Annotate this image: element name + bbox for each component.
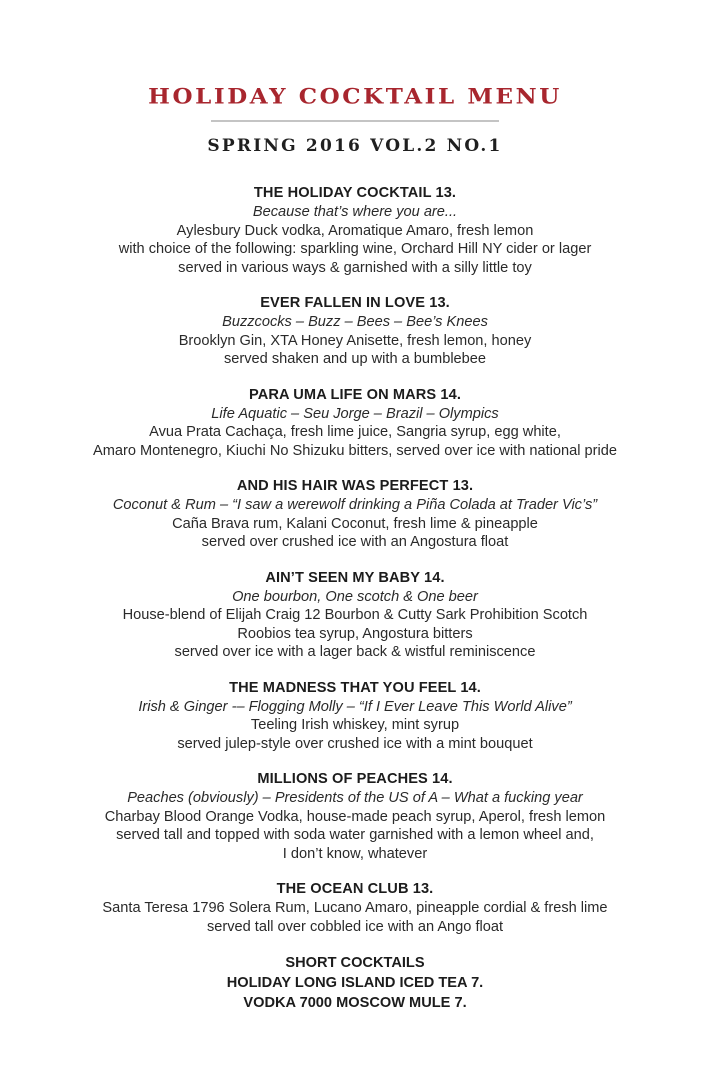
cocktail-tagline: Life Aquatic – Seu Jorge – Brazil – Olympics (211, 405, 499, 422)
cocktail-description-line: with choice of the following: sparkling wine, Orchard Hill NY cider or lager (118, 241, 592, 257)
cocktail-tagline: One bourbon, One scotch & One beer (232, 588, 478, 605)
cocktail-item (0, 477, 710, 552)
cocktail-description-line: I don’t know, whatever (282, 845, 428, 862)
cocktail-tagline: Buzzcocks – Buzz – Bees – Bee’s Knees (222, 314, 488, 330)
cocktail-description-line: Avua Prata Cachaça, fresh lime juice, Sangria syrup, egg white, (149, 424, 561, 440)
menu-subtitle: SPRING 2016 VOL.2 NO.1 (207, 136, 503, 156)
short-cocktail-item: VODKA 7000 MOSCOW MULE 7. (243, 995, 467, 1011)
cocktail-description-line: Brooklyn Gin, XTA Honey Anisette, fresh lemon, honey (178, 332, 532, 349)
cocktail-tagline: Peaches (obviously) – Presidents of the US of A – What a fucking year (127, 790, 583, 806)
short-cocktails-heading: SHORT COCKTAILS (285, 955, 425, 971)
cocktail-description-line: Teeling Irish whiskey, mint syrup (250, 717, 460, 733)
cocktail-description-line: Roobios tea syrup, Angostura bitters (237, 625, 473, 642)
cocktail-tagline: Irish & Ginger -– Flogging Molly – “If I Ever Leave This World Alive” (138, 698, 572, 715)
cocktail-tagline: Coconut & Rum – “I saw a werewolf drinking a Piña Colada at Trader Vic’s” (112, 497, 598, 513)
cocktail-description-line: served shaken and up with a bumblebee (223, 351, 487, 367)
short-cocktail-item: HOLIDAY LONG ISLAND ICED TEA 7. (226, 975, 484, 991)
cocktail-description-line: Aylesbury Duck vodka, Aromatique Amaro, fresh lemon (176, 222, 534, 239)
cocktail-description-line: served julep-style over crushed ice with a mint bouquet (177, 735, 533, 752)
short-cocktails-section (0, 953, 710, 1013)
cocktail-name: EVER FALLEN IN LOVE 13. (260, 295, 450, 311)
cocktail-name: PARA UMA LIFE ON MARS 14. (249, 386, 461, 403)
cocktail-description-line: Caña Brava rum, Kalani Coconut, fresh lime & pineapple (172, 515, 538, 532)
cocktail-name: AND HIS HAIR WAS PERFECT 13. (236, 478, 474, 494)
cocktail-item (0, 386, 710, 461)
cocktail-item (0, 770, 710, 863)
cocktail-description-line: served over ice with a lager back & wistful reminiscence (174, 644, 536, 660)
cocktail-description-line: House-blend of Elijah Craig 12 Bourbon & Cutty Sark Prohibition Scotch (122, 607, 588, 623)
cocktail-name: AIN’T SEEN MY BABY 14. (265, 569, 445, 586)
cocktail-description-line: served in various ways & garnished with a silly little toy (178, 259, 532, 276)
cocktail-item (0, 679, 710, 754)
cocktail-tagline: Because that’s where you are... (252, 204, 458, 220)
cocktail-description-line: served over crushed ice with an Angostura float (201, 534, 509, 550)
cocktail-name: MILLIONS OF PEACHES 14. (257, 771, 453, 787)
cocktail-description-line: served tall and topped with soda water garnished with a lemon wheel and, (116, 827, 594, 843)
menu-title: HOLIDAY COCKTAIL MENU (148, 84, 562, 109)
cocktail-name: THE MADNESS THAT YOU FEEL 14. (229, 679, 481, 696)
cocktail-description-line: Santa Teresa 1796 Solera Rum, Lucano Amaro, pineapple cordial & fresh lime (102, 900, 608, 916)
cocktail-item (0, 569, 710, 662)
cocktail-name: THE HOLIDAY COCKTAIL 13. (253, 185, 457, 201)
cocktail-item (0, 880, 710, 936)
title-divider (211, 120, 499, 122)
cocktail-description-line: served tall over cobbled ice with an Ango float (206, 918, 504, 935)
cocktail-description-line: Charbay Blood Orange Vodka, house-made peach syrup, Aperol, fresh lemon (104, 808, 606, 825)
cocktail-name: THE OCEAN CLUB 13. (276, 881, 434, 897)
cocktail-list (0, 184, 710, 1013)
cocktail-description-line: Amaro Montenegro, Kiuchi No Shizuku bitters, served over ice with national pride (92, 442, 617, 459)
cocktail-item (0, 184, 710, 277)
cocktail-item (0, 294, 710, 369)
